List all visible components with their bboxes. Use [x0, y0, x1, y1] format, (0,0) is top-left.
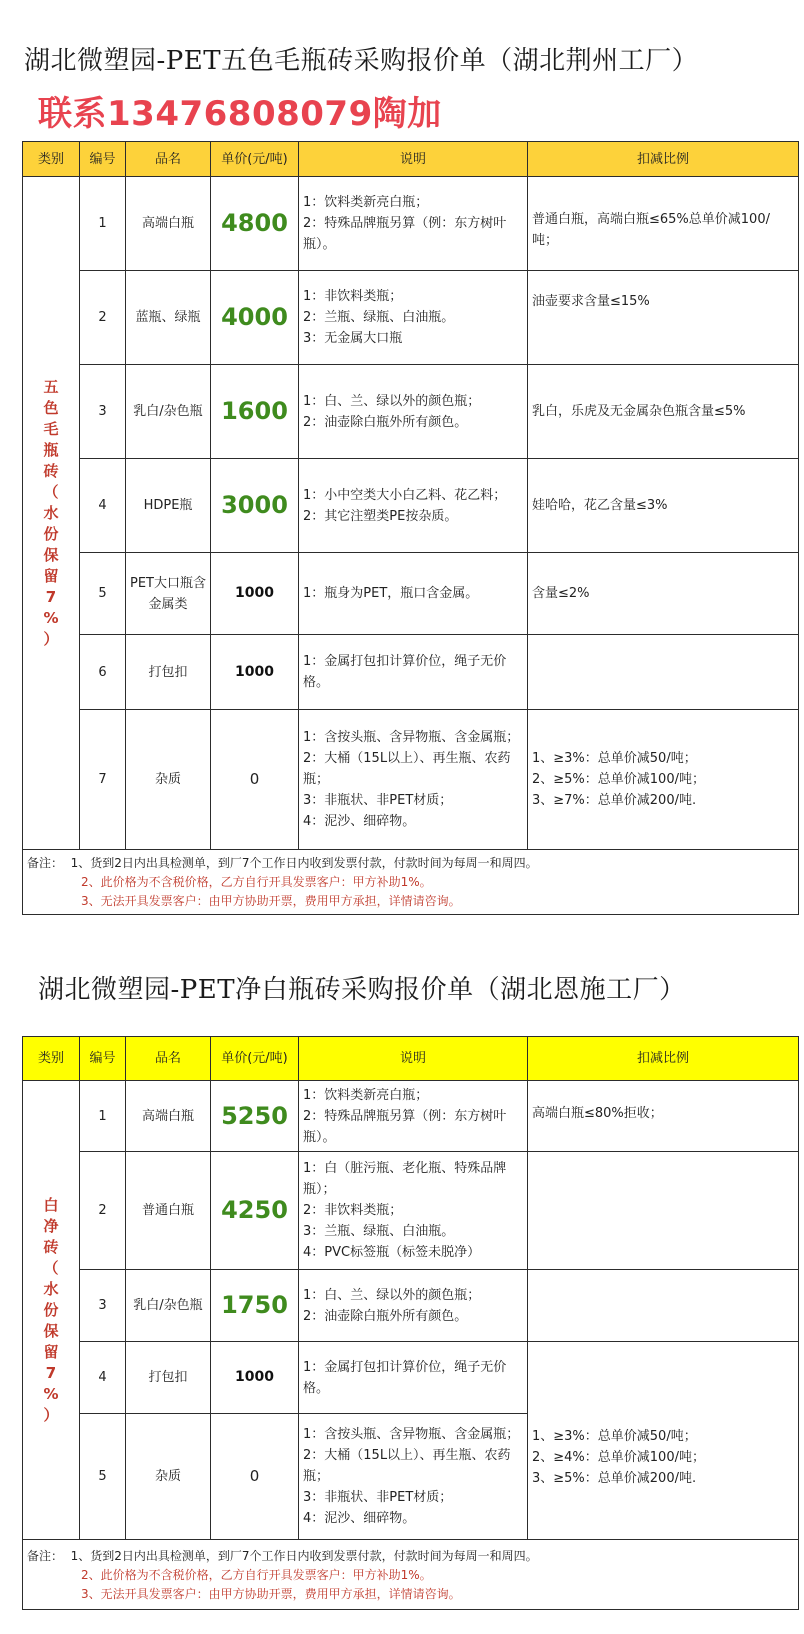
product-name: 乳白/杂色瓶	[126, 1270, 211, 1342]
table-row	[23, 1152, 799, 1270]
notes-label: 备注：	[27, 856, 64, 870]
description-line: 1：金属打包扣计算价位，绳子无价格。	[303, 1359, 507, 1396]
deduction-line: 油壶要求含量≤15%	[532, 294, 650, 309]
header-unit-price: 单价(元/吨)	[211, 142, 299, 177]
table-row	[23, 553, 799, 635]
deduction-line: 含量≤2%	[532, 586, 590, 601]
row-number: 5	[80, 553, 126, 635]
unit-price: 5250	[211, 1081, 299, 1152]
header-description: 说明	[299, 142, 528, 177]
description-line: 1：小中空类大小白乙料、花乙料；	[303, 487, 507, 503]
description-line: 4：泥沙、细碎物。	[303, 814, 416, 829]
unit-price: 4250	[211, 1152, 299, 1270]
note-1-text: 1、货到2日内出具检测单，到厂7个工作日内收到发票付款，付款时间为每周一和周四。	[70, 856, 538, 870]
description	[299, 459, 528, 553]
header-deduction: 扣减比例	[528, 142, 799, 177]
note-1-text: 1、货到2日内出具检测单，到厂7个工作日内收到发票付款，付款时间为每周一和周四。	[70, 1548, 538, 1563]
unit-price: 4000	[211, 271, 299, 365]
page-title-jingzhou: 湖北微塑园-PET五色毛瓶砖采购报价单（湖北荆州工厂）	[24, 46, 699, 76]
description	[299, 635, 528, 710]
unit-price: 1000	[211, 635, 299, 710]
description-line: 1：金属打包扣计算价位，绳子无价格。	[303, 654, 507, 690]
description-line: 3：非瓶状、非PET材质；	[303, 793, 453, 808]
row-number: 4	[80, 459, 126, 553]
deduction	[528, 459, 799, 553]
description-line: 3：非瓶状、非PET材质；	[303, 1490, 453, 1505]
description-line: 3：无金属大口瓶	[303, 331, 403, 346]
deduction-line: 1、≥3%：总单价减50/吨；	[532, 751, 697, 766]
deduction-line: 3、≥7%：总单价减200/吨.	[532, 793, 697, 808]
deduction-line: 乳白，乐虎及无金属杂色瓶含量≤5%	[532, 404, 746, 419]
header-unit-price: 单价(元/吨)	[211, 1037, 299, 1081]
description-line: 1：饮料类新亮白瓶；	[303, 1087, 429, 1103]
row-number: 3	[80, 1270, 126, 1342]
note-2: 2、此价格为不含税价格，乙方自行开具发票客户：甲方补助1%。	[81, 875, 432, 889]
row-number: 5	[80, 1414, 126, 1540]
description-line: 1：非饮料类瓶；	[303, 289, 403, 304]
description	[299, 710, 528, 850]
unit-price: 0	[211, 710, 299, 850]
description-line: 2：其它注塑类PE按杂质。	[303, 508, 458, 524]
description-line: 2：兰瓶、绿瓶、白油瓶。	[303, 310, 455, 325]
header-number: 编号	[80, 1037, 126, 1081]
product-name: 蓝瓶、绿瓶	[126, 271, 211, 365]
row-number: 4	[80, 1342, 126, 1414]
header-category: 类别	[23, 142, 80, 177]
header-description: 说明	[299, 1037, 528, 1081]
category-cell: 白 净 砖 （ 水 份 保 留 7 % ）	[23, 1081, 80, 1540]
deduction	[528, 177, 799, 271]
note-1	[27, 1547, 794, 1566]
description-line: 2：非饮料类瓶；	[303, 1203, 403, 1218]
table-row	[23, 459, 799, 553]
description	[299, 365, 528, 459]
row-number: 3	[80, 365, 126, 459]
description	[299, 1152, 528, 1270]
unit-price: 1750	[211, 1270, 299, 1342]
header-deduction: 扣减比例	[528, 1037, 799, 1081]
product-name: PET大口瓶含金属类	[126, 553, 211, 635]
table-row	[23, 365, 799, 459]
unit-price: 1600	[211, 365, 299, 459]
deduction	[528, 635, 799, 710]
note-1	[27, 854, 794, 873]
description	[299, 1414, 528, 1540]
unit-price: 4800	[211, 177, 299, 271]
product-name: 打包扣	[126, 635, 211, 710]
page-title-enshi: 湖北微塑园-PET净白瓶砖采购报价单（湖北恩施工厂）	[38, 975, 686, 1005]
description-line: 4：PVC标签瓶（标签未脱净）	[303, 1245, 481, 1260]
unit-price: 3000	[211, 459, 299, 553]
table-row	[23, 271, 799, 365]
deduction	[528, 553, 799, 635]
header-number: 编号	[80, 142, 126, 177]
description-line: 3：兰瓶、绿瓶、白油瓶。	[303, 1224, 455, 1239]
table-row	[23, 177, 799, 271]
description	[299, 177, 528, 271]
row-number: 2	[80, 271, 126, 365]
table-row	[23, 710, 799, 850]
description-line: 1：饮料类新亮白瓶；	[303, 195, 429, 210]
deduction	[528, 1081, 799, 1152]
note-3: 3、无法开具发票客户：由甲方协助开票，费用甲方承担，详情请咨询。	[81, 1586, 461, 1601]
deduction-line: 娃哈哈，花乙含量≤3%	[532, 498, 668, 513]
row-number: 2	[80, 1152, 126, 1270]
header-product-name: 品名	[126, 142, 211, 177]
description-line: 2：特殊品牌瓶另算（例：东方树叶瓶）。	[303, 1108, 507, 1145]
description	[299, 553, 528, 635]
description-line: 1：含按头瓶、含异物瓶、含金属瓶；	[303, 730, 520, 745]
description	[299, 271, 528, 365]
price-table-jingzhou	[22, 141, 799, 915]
product-name: 打包扣	[126, 1342, 211, 1414]
description-line: 1：白、兰、绿以外的颜色瓶；	[303, 393, 481, 409]
product-name: HDPE瓶	[126, 459, 211, 553]
table-row	[23, 1270, 799, 1342]
deduction-line: 高端白瓶≤80%拒收；	[532, 1106, 663, 1121]
deduction	[528, 365, 799, 459]
product-name: 杂质	[126, 1414, 211, 1540]
table-row	[23, 1081, 799, 1152]
unit-price: 1000	[211, 553, 299, 635]
product-name: 高端白瓶	[126, 1081, 211, 1152]
description-line: 1：含按头瓶、含异物瓶、含金属瓶；	[303, 1427, 520, 1442]
description-line: 2：特殊品牌瓶另算（例：东方树叶瓶）。	[303, 216, 507, 252]
deduction-line: 普通白瓶，高端白瓶≤65%总单价减100/吨；	[532, 212, 770, 248]
deduction	[528, 1270, 799, 1342]
deduction-line: 2、≥4%：总单价减100/吨；	[532, 1450, 705, 1465]
notes-label: 备注：	[27, 1548, 64, 1563]
row-number: 7	[80, 710, 126, 850]
deduction	[528, 1152, 799, 1270]
product-name: 杂质	[126, 710, 211, 850]
table-row	[23, 1342, 799, 1414]
table-header-row	[23, 1037, 799, 1081]
contact-phone: 联系13476808079陶加	[38, 94, 442, 134]
note-2: 2、此价格为不含税价格，乙方自行开具发票客户：甲方补助1%。	[81, 1567, 432, 1582]
deduction	[528, 1342, 799, 1540]
deduction-line: 1、≥3%：总单价减50/吨；	[532, 1429, 697, 1444]
description	[299, 1270, 528, 1342]
description-line: 2：油壶除白瓶外所有颜色。	[303, 414, 468, 430]
note-3: 3、无法开具发票客户：由甲方协助开票，费用甲方承担，详情请咨询。	[81, 894, 461, 908]
description-line: 2：油壶除白瓶外所有颜色。	[303, 1308, 468, 1324]
table-row	[23, 635, 799, 710]
header-category: 类别	[23, 1037, 80, 1081]
deduction	[528, 710, 799, 850]
deduction	[528, 271, 799, 365]
description-line: 1：白（脏污瓶、老化瓶、特殊品牌瓶）；	[303, 1161, 507, 1197]
description-line: 1：白、兰、绿以外的颜色瓶；	[303, 1287, 481, 1303]
product-name: 普通白瓶	[126, 1152, 211, 1270]
description-line: 2：大桶（15L以上）、再生瓶、农药瓶；	[303, 751, 511, 787]
description	[299, 1081, 528, 1152]
unit-price: 0	[211, 1414, 299, 1540]
product-name: 高端白瓶	[126, 177, 211, 271]
table-header-row	[23, 142, 799, 177]
row-number: 6	[80, 635, 126, 710]
product-name: 乳白/杂色瓶	[126, 365, 211, 459]
description-line: 4：泥沙、细碎物。	[303, 1511, 416, 1526]
price-table-enshi	[22, 1036, 799, 1610]
row-number: 1	[80, 177, 126, 271]
notes	[23, 1540, 799, 1610]
description-line: 2：大桶（15L以上）、再生瓶、农药瓶；	[303, 1448, 511, 1484]
description	[299, 1342, 528, 1414]
deduction-line: 3、≥5%：总单价减200/吨.	[532, 1471, 697, 1486]
description-line: 1：瓶身为PET，瓶口含金属。	[303, 586, 479, 601]
deduction-line: 2、≥5%：总单价减100/吨；	[532, 772, 705, 787]
notes	[23, 850, 799, 915]
header-product-name: 品名	[126, 1037, 211, 1081]
unit-price: 1000	[211, 1342, 299, 1414]
row-number: 1	[80, 1081, 126, 1152]
category-cell: 五 色 毛 瓶 砖 （ 水 份 保 留 7 % ）	[23, 177, 80, 850]
